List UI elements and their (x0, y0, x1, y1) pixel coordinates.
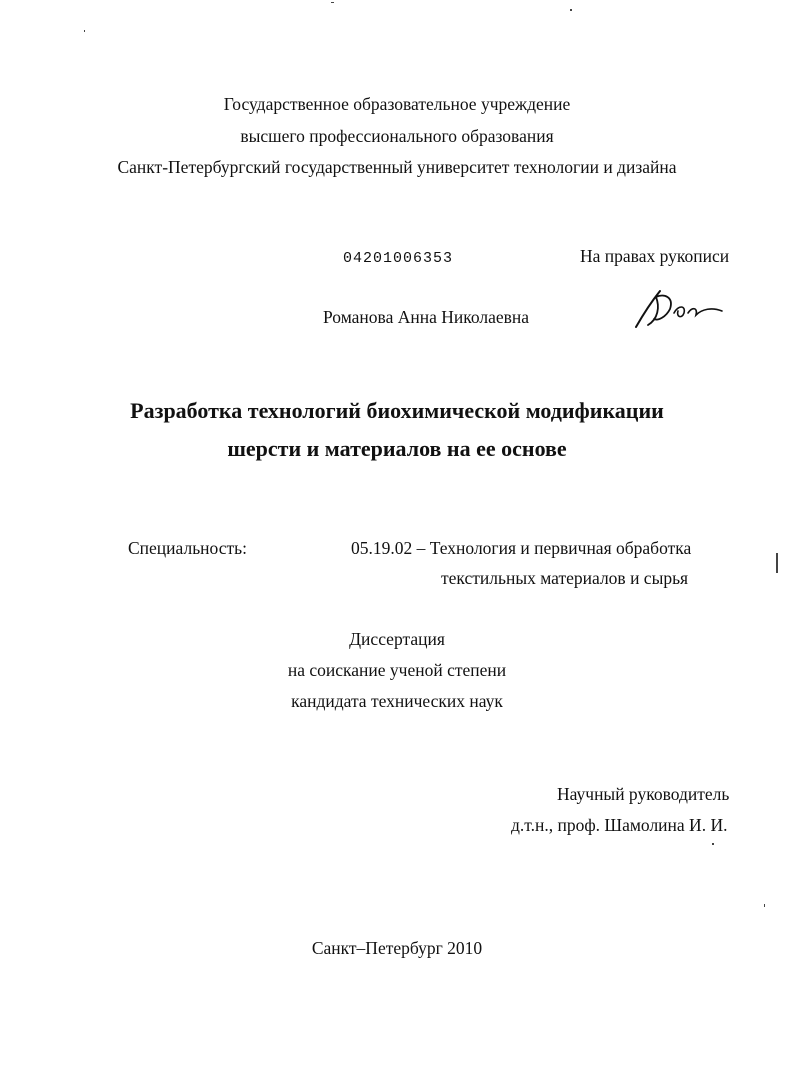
city-year: Санкт–Петербург 2010 (311, 938, 483, 958)
scan-speck (84, 30, 85, 32)
scan-speck (331, 2, 334, 3)
rights-notice: На правах рукописи (580, 246, 730, 266)
supervisor-label: Научный руководитель (557, 784, 730, 804)
thesis-title-line-1: Разработка технологий биохимической модификации (130, 398, 664, 423)
author-name: Романова Анна Николаевна (323, 307, 530, 327)
institution-line-3: Санкт-Петербургский государственный университет технологии и дизайна (117, 157, 677, 177)
degree-line-3: кандидата технических наук (291, 691, 503, 711)
institution-line-1: Государственное образовательное учреждение (223, 94, 571, 114)
scan-speck (570, 9, 572, 11)
degree-line-1: Диссертация (349, 629, 445, 649)
scan-speck (712, 843, 714, 845)
institution-line-2: высшего профессионального образования (240, 126, 554, 146)
scan-mark (776, 553, 778, 573)
supervisor-name: д.т.н., проф. Шамолина И. И. (511, 815, 728, 835)
specialty-label: Специальность: (128, 538, 247, 558)
specialty-name-line: текстильных материалов и сырья (441, 568, 689, 588)
specialty-code-line: 05.19.02 – Технология и первичная обработка (351, 538, 692, 558)
degree-line-2: на соискание ученой степени (287, 660, 507, 680)
scan-speck (764, 904, 765, 907)
thesis-title-line-2: шерсти и материалов на ее основе (227, 436, 567, 461)
handwritten-signature (630, 283, 726, 333)
catalog-number: 04201006353 (343, 250, 454, 267)
